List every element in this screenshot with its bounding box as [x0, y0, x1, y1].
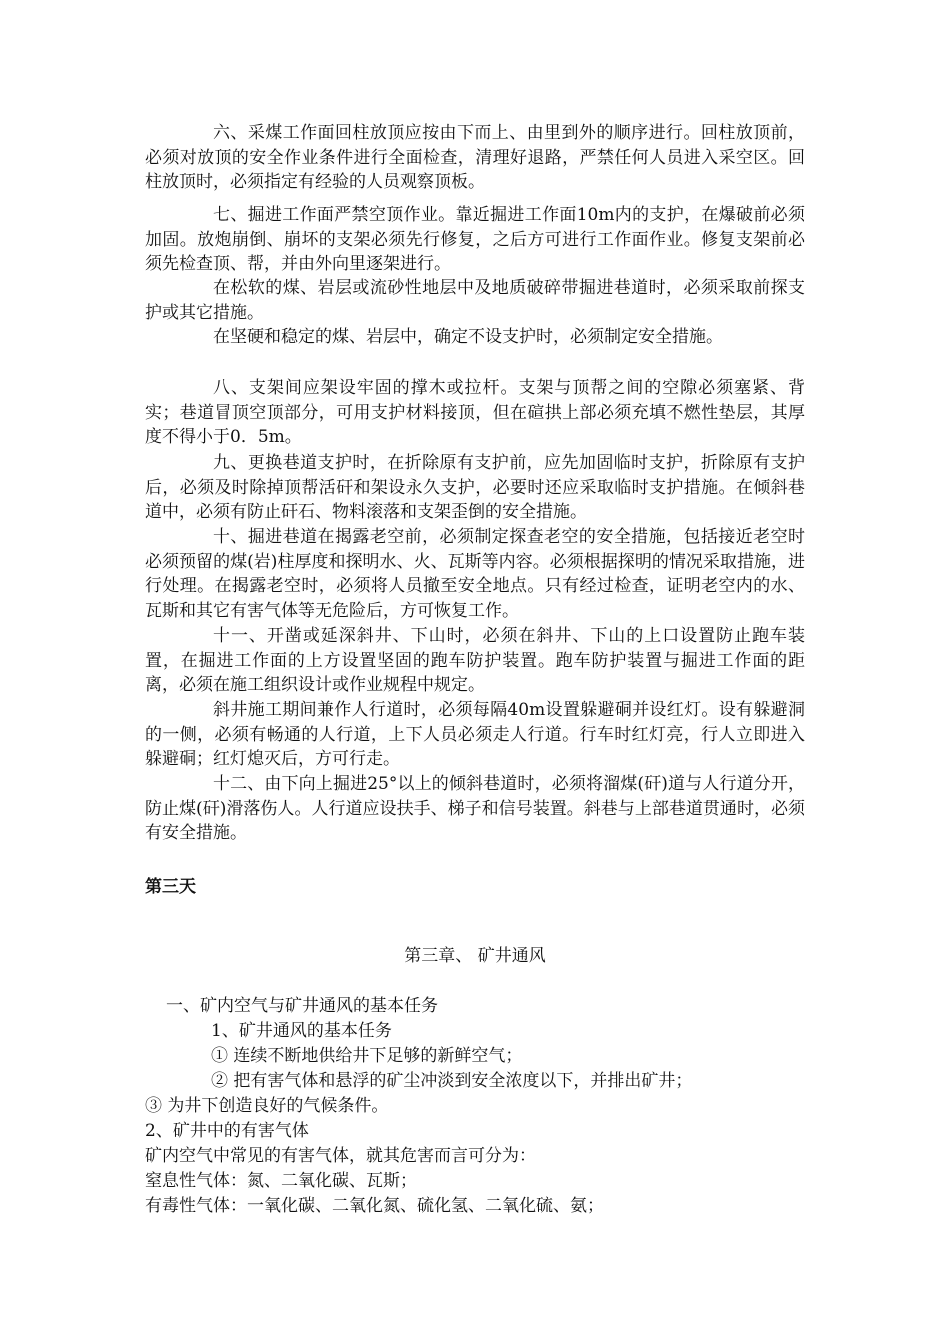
paragraph-hard-strata: 在坚硬和稳定的煤、岩层中，确定不设支护时，必须制定安全措施。: [213, 327, 723, 347]
paragraph-eight: 八、支架间应架设牢固的撑木或拉杆。支架与顶帮之间的空隙必须塞紧、背实；巷道冒顶空顶部分，可用支护材料接顶，但在碹拱上部必须充填不燃性垫层，其厚度不得小于0．5m。: [145, 378, 805, 447]
task-item-3: ③ 为井下创造良好的气候条件。: [145, 1096, 389, 1116]
subsection-title: 1、矿井通风的基本任务: [211, 1021, 392, 1041]
day-heading: 第三天: [145, 877, 196, 897]
task-item-1: ① 连续不断地供给井下足够的新鲜空气；: [211, 1046, 523, 1066]
paragraph-inclined-shaft: 斜井施工期间兼作人行道时，必须每隔40m设置躲避硐并设红灯。设有躲避洞的一侧，必须有畅通的人行道，上下人员必须走人行道。行车时红灯亮，行人立即进入躲避硐；红灯熄灭后，方可行走。: [145, 700, 805, 769]
paragraph-ten: 十、掘进巷道在揭露老空前，必须制定探查老空的安全措施，包括接近老空时必须预留的煤(岩)柱厚度和探明水、火、瓦斯等内容。必须根据探明的情况采取措施，进行处理。在揭露老空时，必须将人员撤至安全地点。只有经过检查，证明老空内的水、瓦斯和其它有害气体等无危险后，方可恢复工作。: [145, 527, 805, 621]
task-item-2: ② 把有害气体和悬浮的矿尘冲淡到安全浓度以下，并排出矿井；: [211, 1071, 693, 1091]
paragraph-soft-strata: 在松软的煤、岩层或流砂性地层中及地质破碎带掘进巷道时，必须采取前探支护或其它措施。: [145, 278, 805, 323]
suffocating-gases: 窒息性气体：氮、二氧化碳、瓦斯；: [145, 1171, 417, 1191]
paragraph-seven: 七、掘进工作面严禁空顶作业。靠近掘进工作面10m内的支护，在爆破前必须加固。放炮崩倒、崩坏的支架必须先行修复，之后方可进行工作面作业。修复支架前必须先检查顶、帮，并由外向里逐架进行。: [145, 205, 805, 274]
harmful-gases-intro: 矿内空气中常见的有害气体，就其危害而言可分为：: [145, 1146, 536, 1166]
paragraph-six: 六、采煤工作面回柱放顶应按由下而上、由里到外的顺序进行。回柱放顶前，必须对放顶的安全作业条件进行全面检查，清理好退路，严禁任何人员进入采空区。回柱放顶时，必须指定有经验的人员观察顶板。: [145, 123, 805, 192]
subsection-harmful-gases: 2、矿井中的有害气体: [145, 1121, 309, 1141]
paragraph-eleven: 十一、开凿或延深斜井、下山时，必须在斜井、下山的上口设置防止跑车装置，在掘进工作面的上方设置坚固的跑车防护装置。跑车防护装置与掘进工作面的距离，必须在施工组织设计或作业规程中规定。: [145, 626, 805, 695]
toxic-gases: 有毒性气体：一氧化碳、二氧化氮、硫化氢、二氧化硫、氨；: [145, 1196, 604, 1216]
paragraph-nine: 九、更换巷道支护时，在折除原有支护前，应先加固临时支护，折除原有支护后，必须及时除掉顶帮活矸和架设永久支护，必要时还应采取临时支护措施。在倾斜巷道中，必须有防止矸石、物料滚落和支架歪倒的安全措施。: [145, 453, 805, 522]
paragraph-twelve: 十二、由下向上掘进25°以上的倾斜巷道时，必须将溜煤(矸)道与人行道分开，防止煤(矸)滑落伤人。人行道应设扶手、梯子和信号装置。斜巷与上部巷道贯通时，必须有安全措施。: [145, 774, 805, 843]
section-title: 一、矿内空气与矿井通风的基本任务: [166, 996, 438, 1016]
chapter-title: 第三章、 矿井通风: [404, 946, 546, 966]
